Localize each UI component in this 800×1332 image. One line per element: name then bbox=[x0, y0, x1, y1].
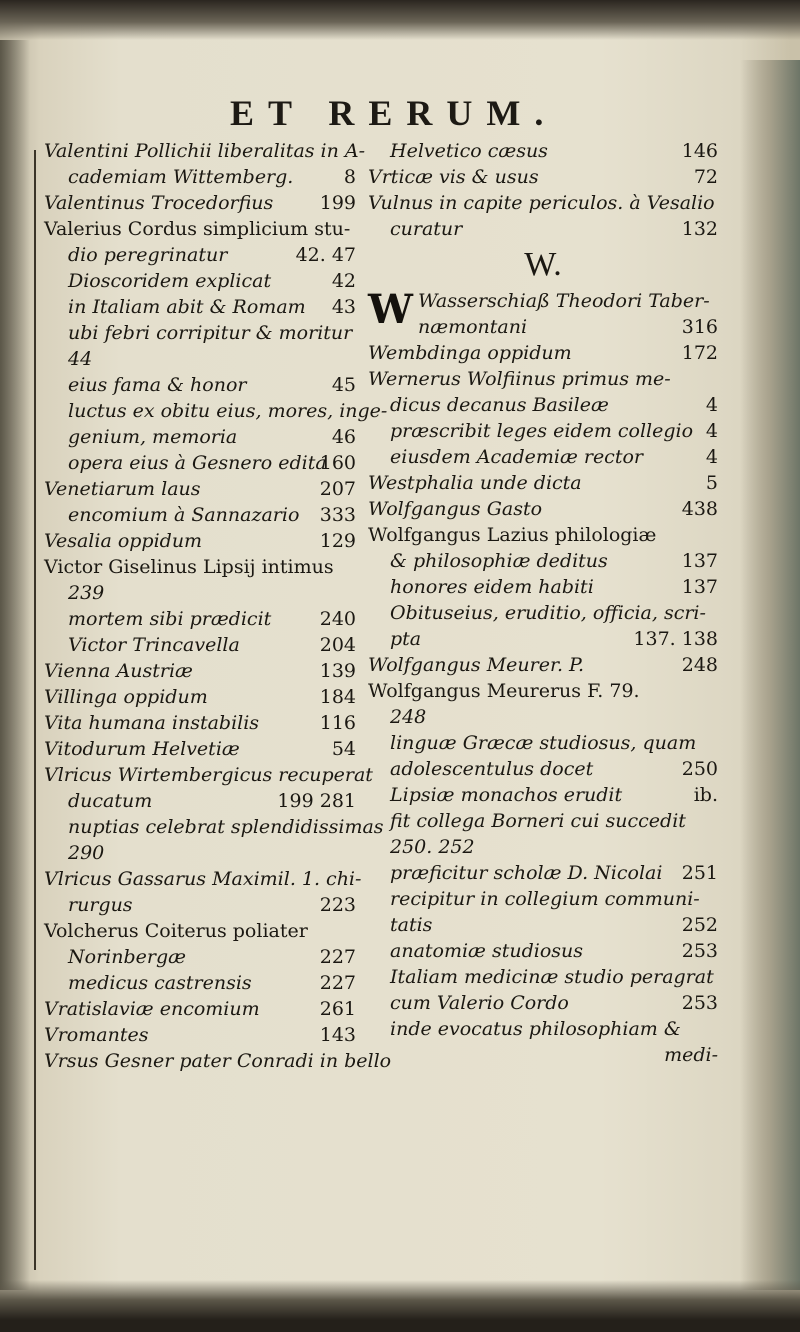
index-entry bbox=[44, 138, 366, 164]
entry-text: Vromantes bbox=[44, 1024, 149, 1046]
entry-text: nuptias celebrat splendidissimas bbox=[68, 816, 384, 838]
bottom-shadow bbox=[0, 1280, 800, 1332]
entry-page-number: 137 bbox=[681, 576, 718, 598]
entry-page-number: 172 bbox=[681, 342, 718, 364]
entry-text: Wasserschiaß Theodori Taber- bbox=[418, 290, 710, 312]
entry-text: præscribit leges eidem collegio bbox=[390, 420, 694, 442]
index-entry bbox=[368, 756, 718, 782]
index-entry bbox=[368, 314, 718, 340]
entry-page-number: 116 bbox=[319, 712, 356, 734]
entry-text: Vlricus Wirtembergicus recuperat bbox=[44, 764, 373, 786]
entry-page-number: 54 bbox=[331, 738, 356, 760]
entry-page-number: 4 bbox=[705, 446, 718, 468]
entry-text: dicus decanus Basileæ bbox=[390, 394, 609, 416]
right-column bbox=[368, 138, 718, 1068]
entry-text: in Italiam abit & Romam bbox=[68, 296, 306, 318]
entry-text: cademiam Wittemberg. bbox=[68, 166, 294, 188]
entry-text: Vulnus in capite periculos. à Vesalio bbox=[368, 192, 715, 214]
entry-page-number: 253 bbox=[681, 992, 718, 1014]
entry-text: & philosophiæ deditus bbox=[390, 550, 608, 572]
entry-text: næmontani bbox=[418, 316, 528, 338]
entry-text: 44 bbox=[68, 348, 93, 370]
drop-capital: W bbox=[368, 286, 413, 333]
index-entry bbox=[44, 918, 356, 944]
entry-page-number: 227 bbox=[319, 946, 356, 968]
entry-text: tatis bbox=[390, 914, 433, 936]
entry-text: Helvetico cæsus bbox=[390, 140, 548, 162]
entry-page-number: 199 bbox=[319, 192, 356, 214]
entry-text: medicus castrensis bbox=[68, 972, 252, 994]
index-entry bbox=[368, 704, 718, 730]
entry-page-number: 252 bbox=[681, 914, 718, 936]
index-entry bbox=[368, 652, 718, 678]
entry-text: Vlricus Gassarus Maximil. 1. chi- bbox=[44, 868, 362, 890]
index-entry bbox=[368, 548, 718, 574]
entry-page-number: 137 bbox=[681, 550, 718, 572]
index-entry bbox=[44, 450, 356, 476]
index-entry bbox=[368, 1042, 718, 1068]
entry-page-number: 132 bbox=[681, 218, 718, 240]
index-entry bbox=[368, 808, 718, 834]
index-entry bbox=[44, 866, 362, 892]
index-entry bbox=[368, 392, 718, 418]
index-entry bbox=[44, 606, 356, 632]
index-entry bbox=[368, 444, 718, 470]
entry-text: Wernerus Wolfiinus primus me- bbox=[368, 368, 671, 390]
entry-page-number: 248 bbox=[681, 654, 718, 676]
entry-text: Vitodurum Helvetiæ bbox=[44, 738, 240, 760]
index-entry bbox=[368, 834, 718, 860]
entry-page-number: 184 bbox=[319, 686, 356, 708]
left-binding-shadow bbox=[0, 40, 30, 1290]
entry-page-number: 253 bbox=[681, 940, 718, 962]
entry-text: genium, memoria bbox=[68, 426, 238, 448]
index-entry bbox=[44, 502, 356, 528]
entry-text: mortem sibi prædicit bbox=[68, 608, 272, 630]
entry-page-number: 139 bbox=[319, 660, 356, 682]
entry-page-number: 46 bbox=[331, 426, 356, 448]
index-entry bbox=[368, 626, 718, 652]
left-column bbox=[44, 138, 392, 1074]
index-entry bbox=[368, 164, 718, 190]
entry-text: rurgus bbox=[68, 894, 133, 916]
entry-text: Wolfgangus Meurerus F. 79. bbox=[368, 680, 640, 702]
entry-page-number: 438 bbox=[681, 498, 718, 520]
entry-text: Vrticæ vis & usus bbox=[368, 166, 539, 188]
entry-text: Norinbergæ bbox=[68, 946, 186, 968]
entry-text: Westphalia unde dicta bbox=[368, 472, 582, 494]
right-page-edge bbox=[740, 60, 800, 1290]
index-entry bbox=[44, 346, 356, 372]
entry-text: Dioscoridem explicat bbox=[68, 270, 272, 292]
entry-page-number: 45 bbox=[331, 374, 356, 396]
entry-page-number: 204 bbox=[319, 634, 356, 656]
entry-text: Italiam medicinæ studio peragrat bbox=[390, 966, 714, 988]
entry-text: Wolfgangus Gasto bbox=[368, 498, 543, 520]
entry-text: adolescentulus docet bbox=[390, 758, 594, 780]
entry-text: Villinga oppidum bbox=[44, 686, 208, 708]
index-entry bbox=[368, 860, 718, 886]
entry-page-number: 42. 47 bbox=[295, 244, 356, 266]
index-entry bbox=[368, 366, 718, 392]
index-entry bbox=[44, 814, 384, 840]
index-entry bbox=[368, 340, 718, 366]
entry-page-number: 8 bbox=[343, 166, 356, 188]
entry-page-number: 143 bbox=[319, 1024, 356, 1046]
index-entry bbox=[44, 840, 356, 866]
entry-text: linguæ Græcæ studiosus, quam bbox=[390, 732, 697, 754]
entry-page-number: 199 281 bbox=[277, 790, 356, 812]
index-entry bbox=[368, 730, 718, 756]
entry-text: Vratislaviæ encomium bbox=[44, 998, 260, 1020]
index-entry bbox=[44, 684, 356, 710]
entry-page-number: 42 bbox=[331, 270, 356, 292]
index-entry bbox=[368, 886, 718, 912]
entry-text: Venetiarum laus bbox=[44, 478, 201, 500]
entry-page-number: 146 bbox=[681, 140, 718, 162]
index-entry bbox=[44, 242, 356, 268]
entry-text: Vrsus Gesner pater Conradi in bello bbox=[44, 1050, 392, 1072]
entry-text: ubi febri corripitur & moritur bbox=[68, 322, 353, 344]
entry-page-number: 137. 138 bbox=[633, 628, 718, 650]
index-entry bbox=[368, 912, 718, 938]
entry-text: Victor Giselinus Lipsij intimus bbox=[44, 556, 334, 578]
entry-text: præficitur scholæ D. Nicolai bbox=[390, 862, 663, 884]
entry-text: encomium à Sannazario bbox=[68, 504, 300, 526]
entry-text: Vienna Austriæ bbox=[44, 660, 193, 682]
entry-page-number: 227 bbox=[319, 972, 356, 994]
index-entry bbox=[368, 190, 718, 216]
section-letter-w: W. bbox=[524, 246, 562, 283]
entry-text: inde evocatus philosophiam & bbox=[390, 1018, 681, 1040]
index-entry bbox=[44, 736, 356, 762]
index-entry bbox=[44, 372, 356, 398]
entry-text: 290 bbox=[68, 842, 105, 864]
entry-text: honores eidem habiti bbox=[390, 576, 594, 598]
index-entry bbox=[44, 320, 356, 346]
entry-page-number: 5 bbox=[705, 472, 718, 494]
entry-text: Valerius Cordus simplicium stu- bbox=[44, 218, 351, 240]
entry-text: cum Valerio Cordo bbox=[390, 992, 569, 1014]
index-entry bbox=[368, 522, 718, 548]
entry-page-number: 250 bbox=[681, 758, 718, 780]
index-entry bbox=[44, 892, 356, 918]
entry-text: Vita humana instabilis bbox=[44, 712, 260, 734]
index-entry bbox=[368, 470, 718, 496]
top-shadow bbox=[0, 0, 800, 40]
index-entry bbox=[44, 268, 356, 294]
entry-text: Volcherus Coiterus poliater bbox=[44, 920, 308, 942]
entry-text: medi- bbox=[664, 1044, 718, 1066]
index-entry bbox=[44, 1022, 356, 1048]
entry-page-number: 129 bbox=[319, 530, 356, 552]
entry-page-number: 251 bbox=[681, 862, 718, 884]
entry-page-number: 223 bbox=[319, 894, 356, 916]
index-entry bbox=[44, 190, 356, 216]
right-column-bottom bbox=[368, 288, 718, 1068]
entry-text: eiusdem Academiæ rector bbox=[390, 446, 643, 468]
entry-text: anatomiæ studiosus bbox=[390, 940, 583, 962]
index-entry bbox=[368, 990, 718, 1016]
entry-text: 248 bbox=[390, 706, 427, 728]
index-entry bbox=[368, 782, 718, 808]
index-entry bbox=[368, 938, 718, 964]
entry-text: Victor Trincavella bbox=[68, 634, 240, 656]
entry-page-number: 316 bbox=[681, 316, 718, 338]
entry-page-number: 240 bbox=[319, 608, 356, 630]
entry-text: 250. 252 bbox=[390, 836, 475, 858]
entry-text: 239 bbox=[68, 582, 105, 604]
entry-text: Valentinus Trocedorfius bbox=[44, 192, 274, 214]
index-entry bbox=[44, 424, 356, 450]
entry-text: ducatum bbox=[68, 790, 153, 812]
entry-text: Wolfgangus Meurer. P. bbox=[368, 654, 585, 676]
index-entry bbox=[44, 554, 356, 580]
entry-text: fit collega Borneri cui succedit bbox=[390, 810, 686, 832]
entry-text: eius fama & honor bbox=[68, 374, 247, 396]
index-entry bbox=[368, 138, 718, 164]
entry-text: Obituseius, eruditio, officia, scri- bbox=[390, 602, 706, 624]
index-entry bbox=[44, 294, 356, 320]
index-entry bbox=[44, 1048, 392, 1074]
entry-text: dio peregrinatur bbox=[68, 244, 228, 266]
entry-page-number: ib. bbox=[693, 784, 718, 806]
index-entry bbox=[44, 398, 388, 424]
entry-page-number: 4 bbox=[705, 420, 718, 442]
entry-text: Wembdinga oppidum bbox=[368, 342, 572, 364]
entry-text: pta bbox=[390, 628, 422, 650]
entry-text: Valentini Pollichii liberalitas in A- bbox=[44, 140, 366, 162]
index-entry bbox=[44, 944, 356, 970]
index-entry bbox=[368, 216, 718, 242]
entry-page-number: 72 bbox=[693, 166, 718, 188]
running-header: ET RERUM. bbox=[230, 93, 558, 133]
entry-page-number: 261 bbox=[319, 998, 356, 1020]
entry-text: recipitur in collegium communi- bbox=[390, 888, 700, 910]
entry-page-number: 43 bbox=[331, 296, 356, 318]
right-column-top bbox=[368, 138, 718, 242]
index-entry bbox=[44, 710, 356, 736]
index-entry bbox=[368, 1016, 718, 1042]
entry-text: luctus ex obitu eius, mores, inge- bbox=[68, 400, 388, 422]
entry-page-number: 4 bbox=[705, 394, 718, 416]
entry-page-number: 160 bbox=[319, 452, 356, 474]
index-entry bbox=[368, 418, 718, 444]
entry-text: curatur bbox=[390, 218, 463, 240]
index-entry bbox=[44, 970, 356, 996]
left-margin-rule bbox=[34, 150, 36, 1270]
index-entry bbox=[368, 678, 718, 704]
index-entry bbox=[44, 632, 356, 658]
index-entry bbox=[44, 216, 356, 242]
entry-page-number: 207 bbox=[319, 478, 356, 500]
index-entry bbox=[368, 574, 718, 600]
index-entry bbox=[368, 496, 718, 522]
index-entry bbox=[44, 996, 356, 1022]
index-entry bbox=[44, 658, 356, 684]
index-entry bbox=[368, 288, 718, 314]
index-entry bbox=[368, 600, 718, 626]
index-entry bbox=[44, 476, 356, 502]
index-entry bbox=[44, 762, 373, 788]
index-entry bbox=[368, 964, 718, 990]
entry-text: Wolfgangus Lazius philologiæ bbox=[368, 524, 657, 546]
entry-text: Vesalia oppidum bbox=[44, 530, 203, 552]
index-entry bbox=[44, 580, 356, 606]
index-entry bbox=[44, 528, 356, 554]
index-entry bbox=[44, 788, 356, 814]
index-entry bbox=[44, 164, 356, 190]
entry-page-number: 333 bbox=[319, 504, 356, 526]
entry-text: opera eius à Gesnero edita bbox=[68, 452, 327, 474]
entry-text: Lipsiæ monachos erudit bbox=[390, 784, 623, 806]
